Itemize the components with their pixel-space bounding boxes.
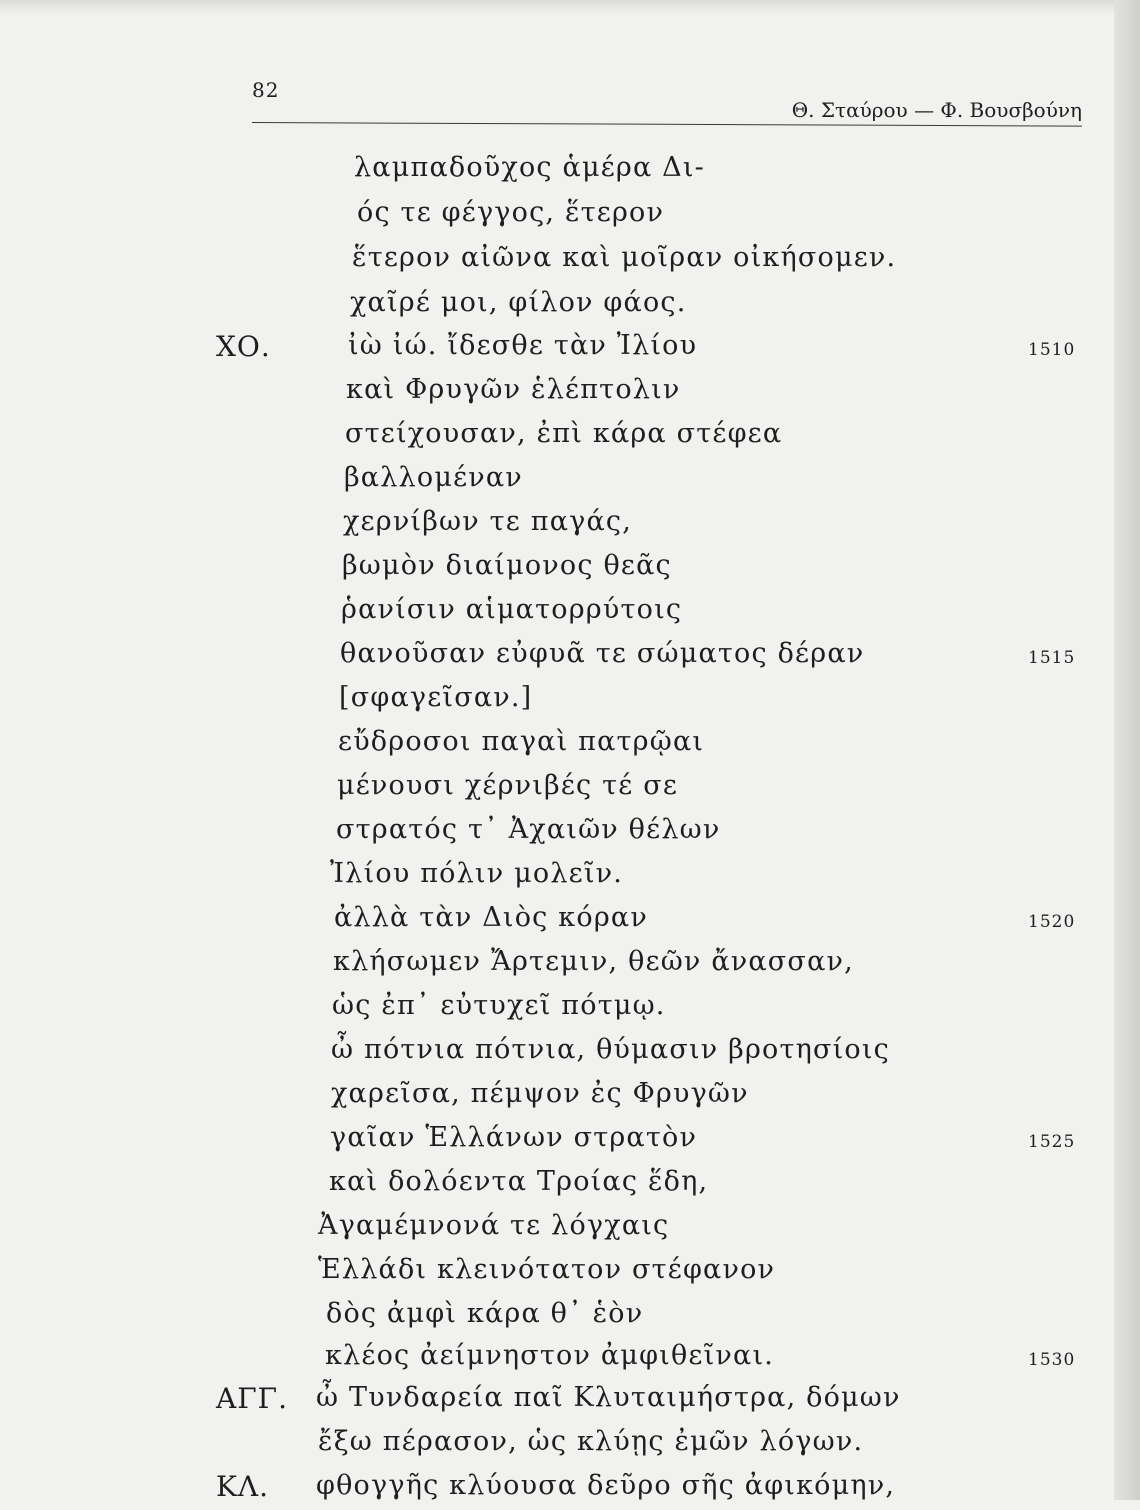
line-number: 1525: [1028, 1132, 1076, 1152]
verse-line: [0, 462, 1100, 502]
verse-line: [0, 152, 1100, 192]
verse-line: [0, 682, 1100, 722]
verse-line: [0, 858, 1100, 898]
verse-line: [0, 1166, 1100, 1206]
verse-line: [0, 242, 1100, 282]
verse-text-line: βωμὸν διαίμονος θεᾶς: [342, 550, 672, 581]
verse-text-line: ἰὼ ἰώ. ἴδεσθε τὰν Ἰλίου: [348, 330, 698, 361]
line-number: 1510: [1028, 340, 1076, 360]
line-number: 1520: [1028, 912, 1076, 932]
speaker-label: ΧΟ.: [216, 330, 271, 363]
verse-text-line: χαῖρέ μοι, φίλον φάος.: [350, 287, 687, 318]
page-number: 82: [252, 78, 280, 102]
page-header: [252, 70, 1082, 126]
verse-line: [0, 902, 1100, 942]
verse-text-line: βαλλομέναν: [344, 462, 523, 493]
verse-line: [0, 330, 1100, 370]
verse-text-line: λαμπαδοῦχος ἁμέρα Δι-: [354, 152, 705, 183]
verse-text-line: μένουσι χέρνιβές τέ σε: [337, 770, 679, 801]
verse-line: [0, 197, 1100, 237]
verse-text-line: θανοῦσαν εὐφυᾶ τε σώματος δέραν: [340, 638, 865, 669]
verse-line: [0, 374, 1100, 414]
verse-text-line: Ἰλίου πόλιν μολεῖν.: [330, 858, 623, 889]
verse-text-line: χαρεῖσα, πέμψον ἐς Φρυγῶν: [331, 1078, 749, 1109]
verse-text-line: ἔξω πέρασον, ὡς κλύῃς ἐμῶν λόγων.: [318, 1426, 864, 1457]
verse-text-line: καὶ δολόεντα Τροίας ἕδη,: [329, 1166, 709, 1197]
verse-line: [0, 726, 1100, 766]
verse-line: [0, 946, 1100, 986]
verse-text-line: ὡς ἐπ᾽ εὐτυχεῖ πότμῳ.: [332, 990, 666, 1021]
verse-text-line: κλέος ἀείμνηστον ἀμφιθεῖναι.: [325, 1340, 775, 1371]
verse-text-line: Ἑλλάδι κλεινότατον στέφανον: [318, 1254, 776, 1285]
verse-text-line: δὸς ἀμφὶ κάρα θ᾽ ἑὸν: [326, 1298, 644, 1329]
verse-text-line: χερνίβων τε παγάς,: [343, 506, 633, 537]
verse-text-line: κλήσωμεν Ἄρτεμιν, θεῶν ἄνασσαν,: [333, 946, 854, 977]
verse-line: [0, 1340, 1100, 1380]
verse-line: [0, 550, 1100, 590]
verse-line: [0, 1470, 1100, 1510]
verse-line: [0, 1078, 1100, 1118]
verse-text-line: γαῖαν Ἑλλάνων στρατὸν: [330, 1122, 698, 1153]
page-top-shadow: [0, 0, 1140, 14]
line-number: 1515: [1028, 648, 1076, 668]
verse-text-line: ὦ Τυνδαρεία παῖ Κλυταιμήστρα, δόμων: [316, 1382, 901, 1413]
verse-text-line: φθογγῆς κλύουσα δεῦρο σῆς ἀφικόμην,: [316, 1470, 896, 1501]
verse-line: [0, 770, 1100, 810]
line-number: 1530: [1028, 1350, 1076, 1370]
verse-line: [0, 1034, 1100, 1074]
verse-text-line: στείχουσαν, ἐπὶ κάρα στέφεα: [345, 418, 783, 449]
verse-line: [0, 1426, 1100, 1466]
verse-text-line: [σφαγεῖσαν.]: [339, 682, 533, 713]
verse-line: [0, 1382, 1100, 1422]
verse-text-line: ός τε φέγγος, ἕτερον: [357, 197, 665, 228]
verse-line: [0, 1210, 1100, 1250]
verse-text-line: ἕτερον αἰῶνα καὶ μοῖραν οἰκήσομεν.: [352, 242, 897, 273]
verse-text-line: ὦ πότνια πότνια, θύμασιν βροτησίοις: [331, 1034, 890, 1065]
speaker-label: ΚΛ.: [216, 1470, 270, 1503]
verse-text-line: Ἀγαμέμνονά τε λόγχαις: [318, 1210, 670, 1241]
verse-line: [0, 287, 1100, 327]
verse-line: [0, 594, 1100, 634]
header-rule: [252, 122, 1082, 127]
speaker-label: ΑΓΓ.: [216, 1382, 288, 1415]
verse-line: [0, 506, 1100, 546]
verse-line: [0, 814, 1100, 854]
running-head: Θ. Σταύρου — Φ. Βουσβούνη: [791, 98, 1082, 122]
verse-line: [0, 1254, 1100, 1294]
page-right-edge: [1114, 0, 1140, 1500]
verse-text-line: στρατός τ᾽ Ἀχαιῶν θέλων: [336, 814, 721, 845]
verse-line: [0, 1122, 1100, 1162]
verse-line: [0, 638, 1100, 678]
verse-text-line: εὔδροσοι παγαὶ πατρῷαι: [338, 726, 705, 757]
verse-text-line: καὶ Φρυγῶν ἑλέπτολιν: [346, 374, 681, 405]
verse-text-line: ῥανίσιν αἱματορρύτοις: [341, 594, 683, 625]
verse-line: [0, 1298, 1100, 1338]
verse-line: [0, 418, 1100, 458]
verse-line: [0, 990, 1100, 1030]
verse-text-line: ἀλλὰ τὰν Διὸς κόραν: [334, 902, 648, 933]
